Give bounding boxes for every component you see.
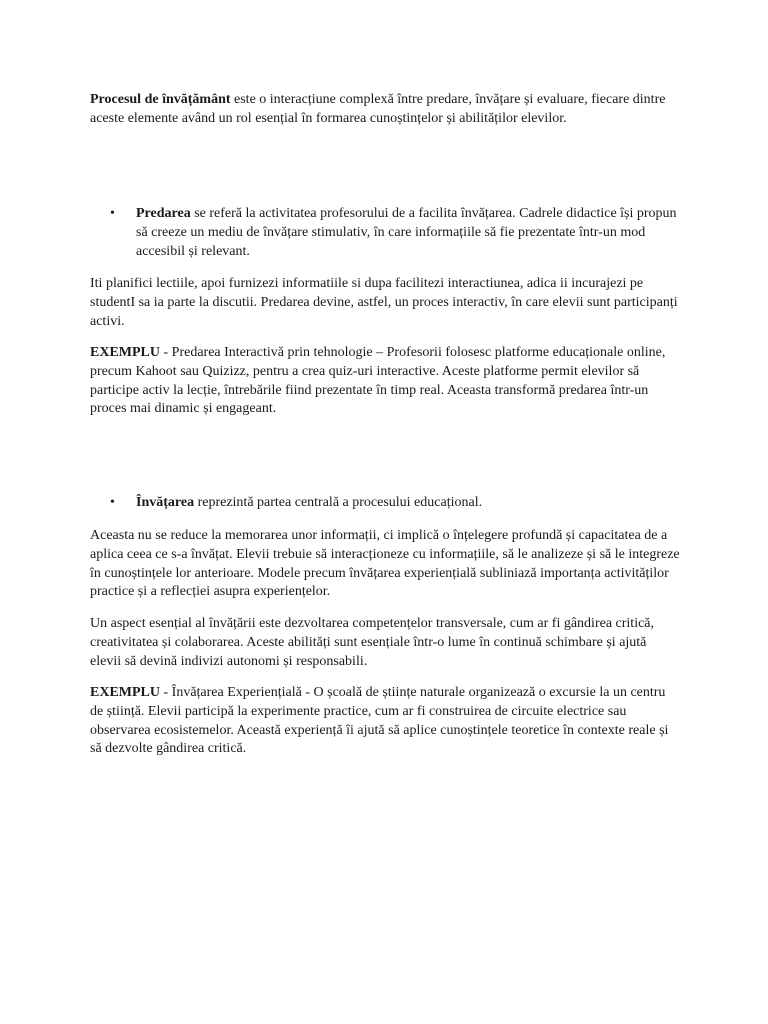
intro-paragraph [90, 91, 680, 129]
bullet-item-invatarea [110, 494, 680, 513]
example-label: EXEMPLU [90, 685, 160, 700]
intro-term: Procesul de învățământ [90, 92, 231, 107]
bullet-icon: • [110, 206, 115, 221]
invatarea-example [90, 684, 680, 759]
intro-text: este o interacțiune complexă între predare, învățare și evaluare, fiecare dintre aceste elemente având un rol esențial în formarea cunoștințelor și abilităților elevilor. [90, 92, 666, 126]
bullet-text-predarea [136, 205, 680, 261]
invatarea-paragraph-1: Aceasta nu se reduce la memorarea unor informații, ci implică o înțelegere profundă și capacitatea de a aplica ceea ce s-a învățat. Elevii trebuie să interacționeze cu informațiile, să le analizeze și să le integreze în cunoștințele lor anterioare. Modele precum învățarea experiențială subliniază importanța activităților practice și a reflecției asupra experiențelor. [90, 528, 680, 600]
example-text: - Predarea Interactivă prin tehnologie – Profesorii folosesc platforme educaționale online, precum Kahoot sau Quizizz, pentru a crea quiz-uri interactive. Aceste platforme permit elevilor să participe activ la lecție, întrebările fiind prezentate în timp real. Aceasta transformă predarea într-un proces mai dinamic și engageant. [90, 345, 666, 417]
predarea-term: Predarea [136, 206, 191, 221]
predarea-paragraph: Iti planifici lectiile, apoi furnizezi informatiile si dupa facilitezi interactiunea, adica ii incurajezi pe studentI sa ia parte la discutii. Predarea devine, astfel, un proces interactiv, în care elevii sunt participanți activi. [90, 276, 678, 329]
bullet-item-predarea [110, 205, 680, 261]
bullet-icon: • [110, 495, 115, 510]
predarea-example [90, 344, 680, 419]
bullet-text-invatarea [136, 494, 680, 513]
invatarea-text: reprezintă partea centrală a procesului educațional. [194, 495, 483, 510]
invatarea-paragraph-2: Un aspect esențial al învățării este dezvoltarea competențelor transversale, cum ar fi gândirea critică, creativitatea și colaborarea. Aceste abilități sunt esențiale într-o lume în continuă schimbare și ajută elevii să devină indivizi autonomi și responsabili. [90, 616, 655, 669]
example-label: EXEMPLU [90, 345, 160, 360]
predarea-text: se referă la activitatea profesorului de a facilita învățarea. Cadrele didactice își propun să creeze un mediu de învățare stimulativ, în care informațiile să fie prezentate într-un mod accesibil și relevant. [136, 206, 677, 259]
invatarea-term: Învățarea [136, 495, 195, 510]
example-text: - Învățarea Experiențială - O școală de științe naturale organizează o excursie la un centru de știință. Elevii participă la experimente practice, cum ar fi construirea de circuite electrice sau observarea ecosistemelor. Această experiență îi ajută să aplice cunoștințele teoretice în contexte reale și să dezvolte gândirea critică. [90, 685, 669, 757]
